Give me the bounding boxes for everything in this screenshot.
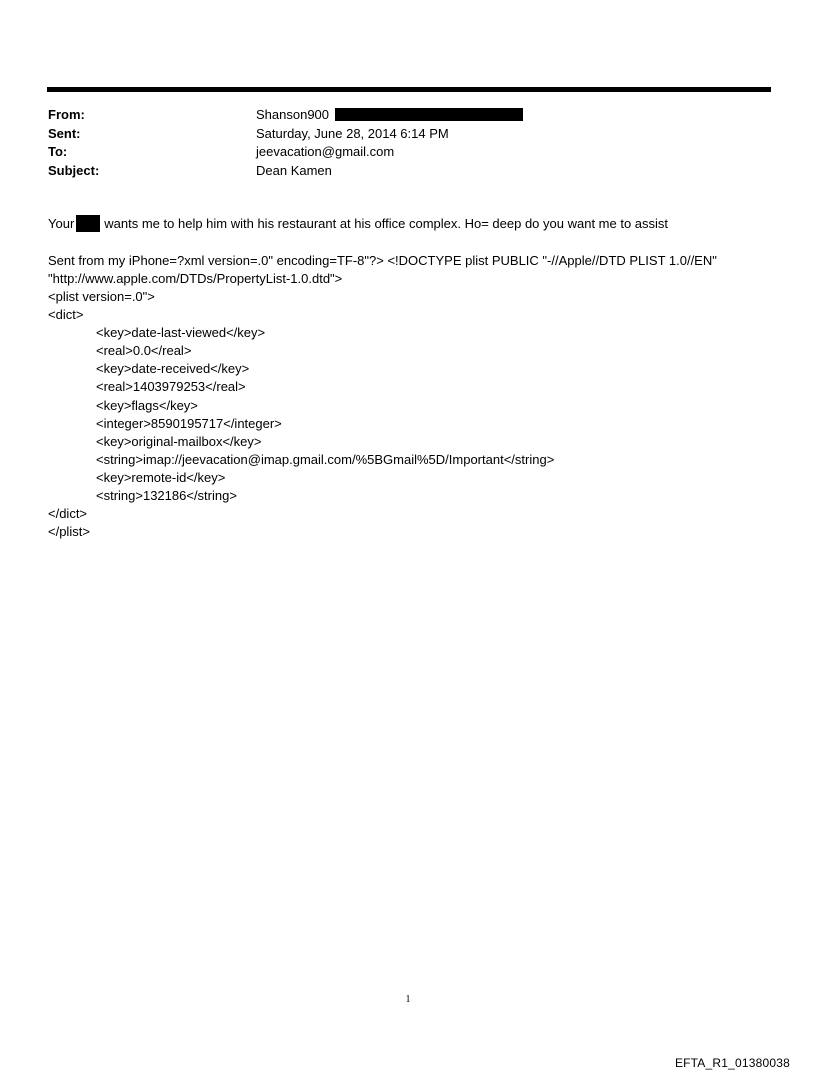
to-label: To: [48, 144, 68, 159]
signature-line-continued: "http://www.apple.com/DTDs/PropertyList-1.0.dtd"> [48, 271, 343, 286]
plist-line: <key>original-mailbox</key> [96, 433, 262, 449]
header-divider [47, 87, 771, 92]
email-header [48, 106, 768, 180]
subject-value: Dean Kamen [256, 162, 332, 178]
document-id: EFTA_R1_01380038 [674, 1056, 790, 1070]
plist-line: <key>date-last-viewed</key> [96, 325, 266, 341]
subject-row [48, 162, 768, 181]
sent-row [48, 125, 768, 144]
signature-line: Sent from my iPhone=?xml version=.0" encoding=TF-8"?> <!DOCTYPE plist PUBLIC "-//Apple//DTD PLIST 1.0//EN" [48, 253, 717, 268]
plist-line: </dict> [48, 506, 88, 522]
subject-label: Subject: [48, 162, 100, 178]
from-value [256, 106, 523, 125]
redaction-block [335, 108, 523, 121]
redaction-block [76, 215, 100, 232]
plist-line: <string>132186</string> [96, 488, 237, 504]
page-number: 1 [405, 994, 411, 1005]
sent-value: Saturday, June 28, 2014 6:14 PM [256, 125, 449, 141]
plist-line: <key>remote-id</key> [96, 469, 226, 485]
plist-line: <real>0.0</real> [96, 343, 192, 359]
plist-line: </plist> [48, 524, 90, 540]
plist-line: <string>imap://jeevacation@imap.gmail.com/%5BGmail%5D/Important</string> [96, 451, 555, 467]
from-label: From: [48, 107, 85, 122]
body-text-after: wants me to help him with his restaurant at his office complex. Ho= deep do you want me to assist [104, 216, 669, 231]
plist-line: <key>flags</key> [96, 397, 198, 413]
from-sender: Shanson900 [256, 107, 330, 122]
plist-block [48, 288, 554, 541]
plist-line: <plist version=.0"> [48, 289, 155, 304]
plist-line: <real>1403979253</real> [96, 379, 246, 395]
message-body-line [48, 215, 668, 233]
plist-line: <dict> [48, 307, 84, 323]
sent-label: Sent: [48, 125, 81, 141]
plist-line: <integer>8590195717</integer> [96, 415, 282, 431]
from-row [48, 106, 768, 125]
to-row [48, 143, 768, 162]
to-value: jeevacation@gmail.com [256, 144, 395, 159]
body-text-before: Your [48, 216, 75, 231]
plist-line: <key>date-received</key> [96, 361, 250, 377]
